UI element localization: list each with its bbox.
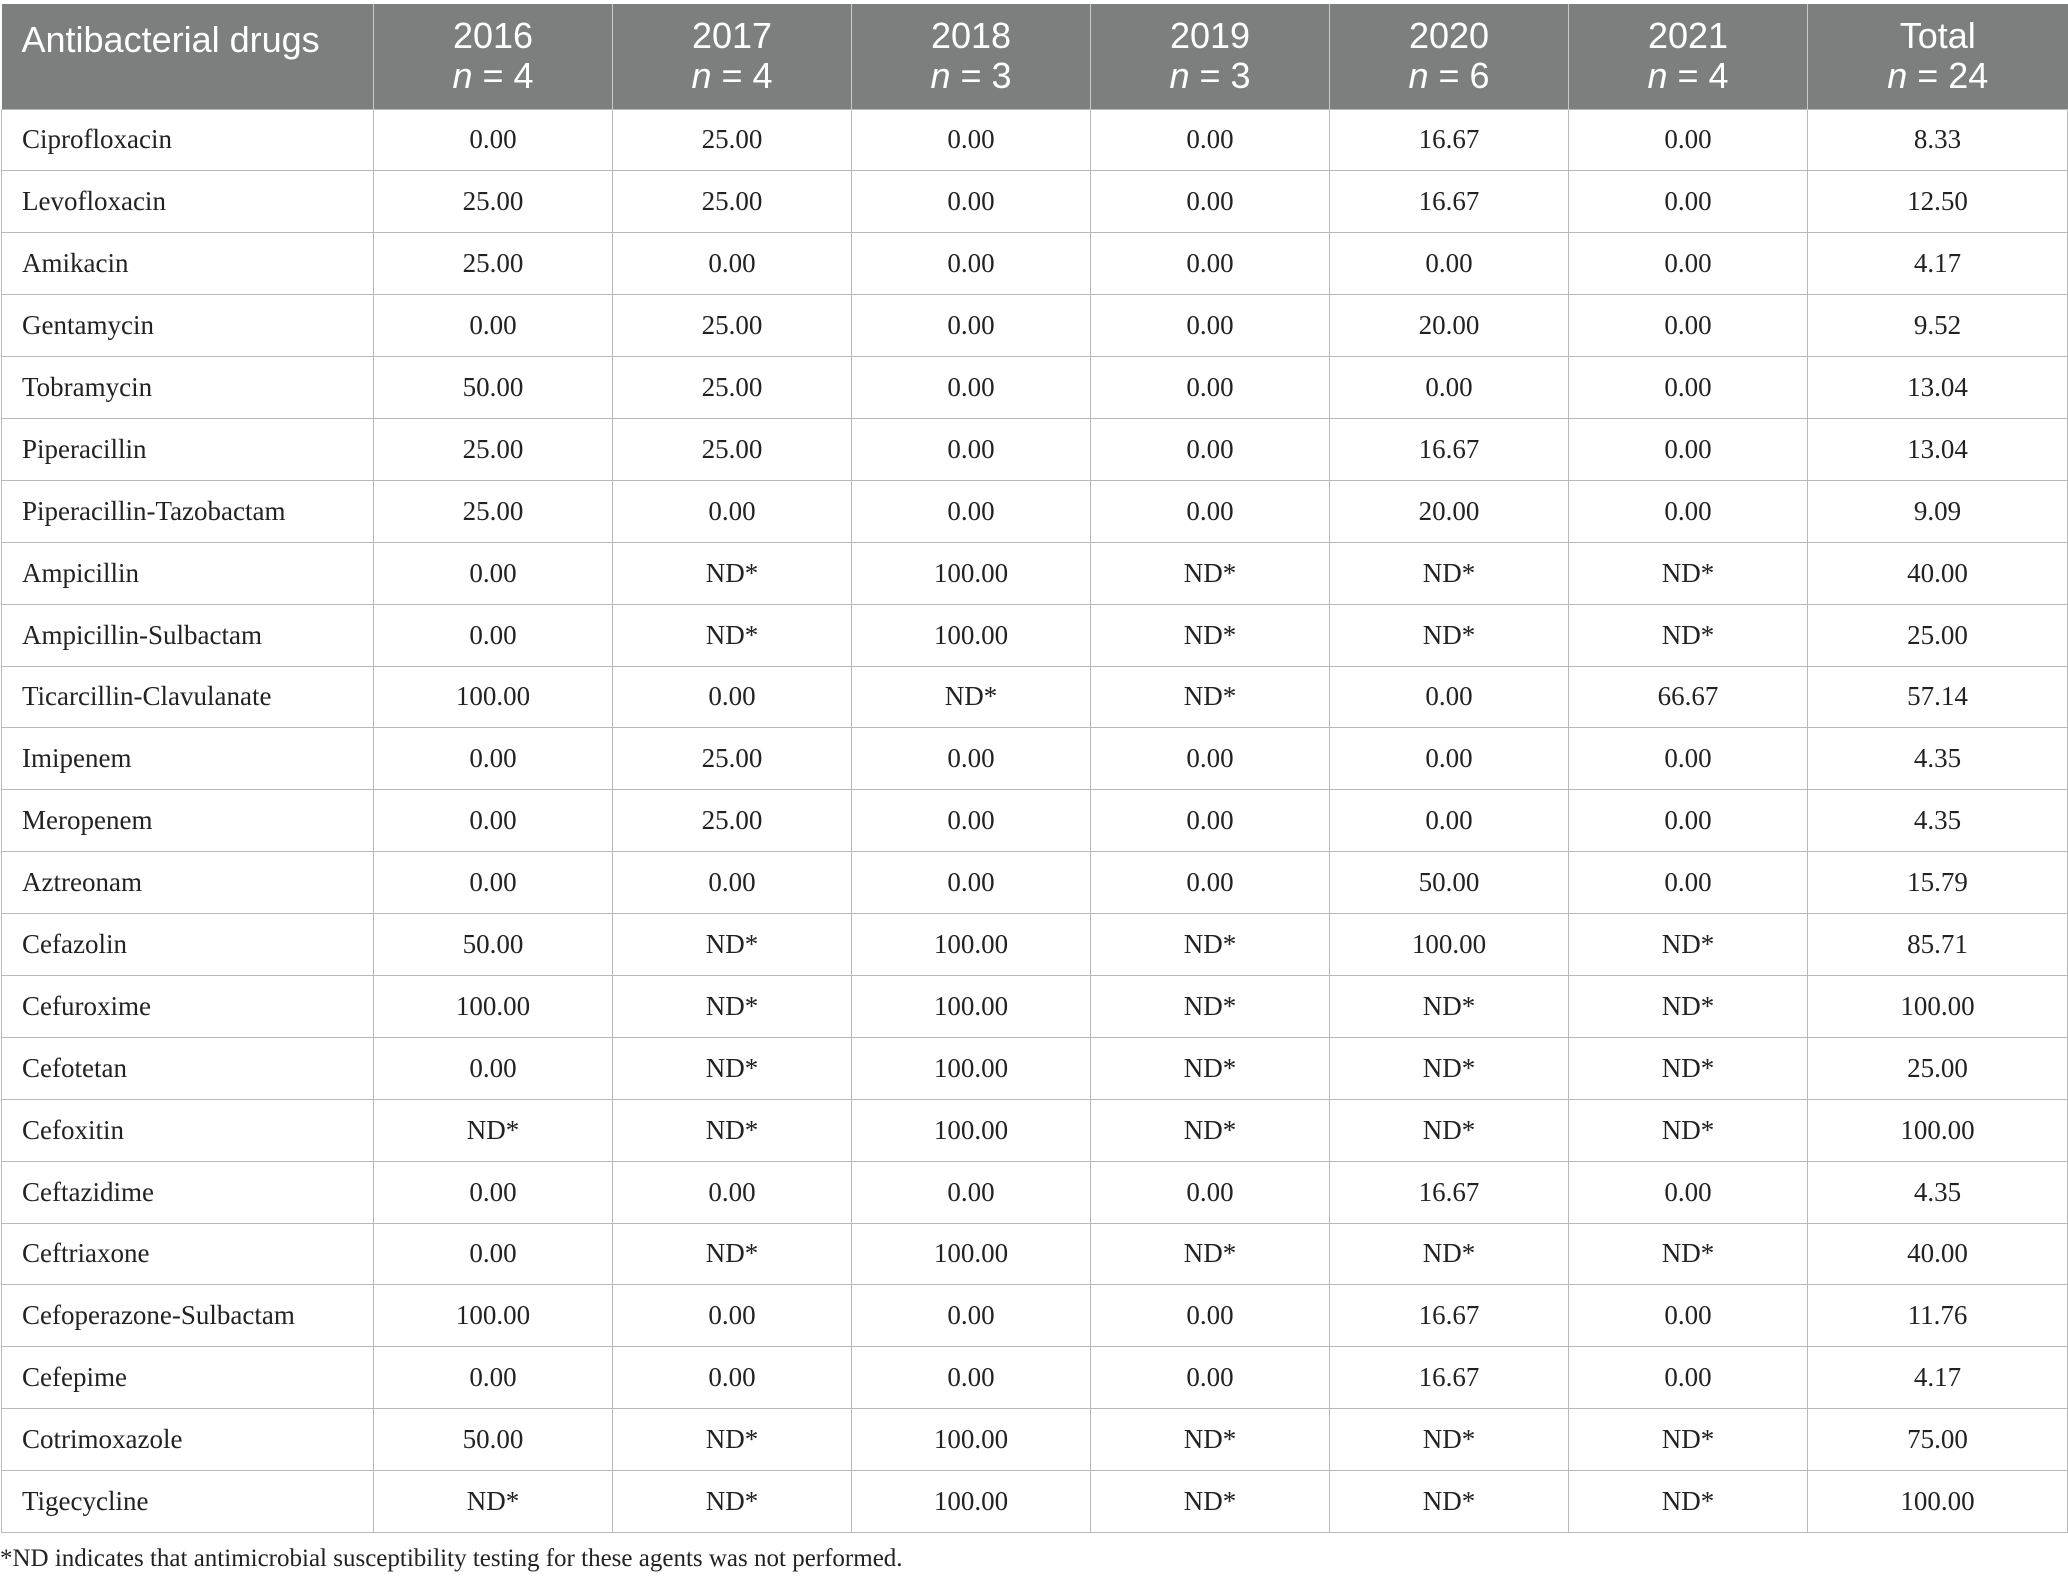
value-cell: 0.00 — [1091, 233, 1330, 295]
drug-name-cell: Ceftriaxone — [2, 1223, 374, 1285]
header-col-2016 — [374, 4, 613, 109]
drug-name-cell: Ciprofloxacin — [2, 109, 374, 171]
value-cell: 0.00 — [1330, 728, 1569, 790]
value-cell: 0.00 — [1091, 1161, 1330, 1223]
value-cell: ND* — [613, 1223, 852, 1285]
header-year: 2018 — [930, 15, 1012, 57]
header-sample-size — [1569, 56, 1807, 96]
value-cell: 0.00 — [1091, 109, 1330, 171]
table-row — [2, 480, 2068, 542]
value-cell: 0.00 — [613, 1285, 852, 1347]
table-row — [2, 233, 2068, 295]
value-cell: ND* — [1091, 914, 1330, 976]
value-cell: 100.00 — [852, 1409, 1091, 1471]
value-cell: 100.00 — [852, 1099, 1091, 1161]
value-cell: 0.00 — [1569, 109, 1808, 171]
header-year: 2017 — [691, 15, 773, 57]
value-cell: 0.00 — [1330, 233, 1569, 295]
value-cell: ND* — [1091, 1471, 1330, 1533]
header-year: Total — [1899, 15, 1976, 57]
value-cell: 0.00 — [852, 233, 1091, 295]
value-cell: 0.00 — [1091, 1347, 1330, 1409]
value-cell: ND* — [613, 604, 852, 666]
drug-name-cell: Piperacillin-Tazobactam — [2, 480, 374, 542]
footnote: *ND indicates that antimicrobial susceptibility testing for these agents was not performed. — [0, 1545, 903, 1572]
header-n-symbol: n — [691, 55, 712, 97]
value-cell: ND* — [852, 666, 1091, 728]
value-cell: ND* — [1569, 1223, 1808, 1285]
value-cell: ND* — [1091, 1223, 1330, 1285]
drug-name-cell: Gentamycin — [2, 295, 374, 357]
table-row — [2, 1285, 2068, 1347]
header-n-value: 24 — [1948, 55, 1989, 97]
value-cell: 0.00 — [852, 728, 1091, 790]
value-cell: ND* — [1091, 542, 1330, 604]
drug-name-cell: Cefoperazone-Sulbactam — [2, 1285, 374, 1347]
value-cell: 0.00 — [374, 109, 613, 171]
header-col-2021 — [1569, 4, 1808, 109]
value-cell: 0.00 — [1569, 233, 1808, 295]
value-cell: 16.67 — [1330, 1347, 1569, 1409]
header-col-2020 — [1330, 4, 1569, 109]
value-cell: ND* — [1569, 542, 1808, 604]
table-row — [2, 728, 2068, 790]
value-cell: 9.09 — [1808, 480, 2068, 542]
value-cell: ND* — [1091, 1099, 1330, 1161]
header-n-equals: = — [472, 55, 514, 97]
value-cell: 100.00 — [852, 1037, 1091, 1099]
header-n-symbol: n — [1169, 55, 1190, 97]
header-n-value: 4 — [1708, 55, 1729, 97]
value-cell: 0.00 — [852, 418, 1091, 480]
header-row — [2, 4, 2068, 109]
table-row — [2, 975, 2068, 1037]
value-cell: 0.00 — [1330, 790, 1569, 852]
value-cell: 0.00 — [613, 480, 852, 542]
header-sample-size — [1091, 56, 1329, 96]
drug-name-cell: Levofloxacin — [2, 171, 374, 233]
value-cell: 0.00 — [1569, 790, 1808, 852]
resistance-table — [1, 4, 2068, 1533]
value-cell: ND* — [1330, 1223, 1569, 1285]
table-row — [2, 1471, 2068, 1533]
value-cell: 0.00 — [852, 1285, 1091, 1347]
value-cell: 0.00 — [1569, 1285, 1808, 1347]
value-cell: 0.00 — [1569, 418, 1808, 480]
value-cell: ND* — [1091, 604, 1330, 666]
value-cell: ND* — [1091, 975, 1330, 1037]
value-cell: 16.67 — [1330, 1161, 1569, 1223]
value-cell: 16.67 — [1330, 1285, 1569, 1347]
value-cell: 0.00 — [852, 1161, 1091, 1223]
table-row — [2, 1347, 2068, 1409]
header-drug-label: Antibacterial drugs — [2, 4, 374, 109]
drug-name-cell: Ceftazidime — [2, 1161, 374, 1223]
value-cell: ND* — [613, 542, 852, 604]
value-cell: 0.00 — [1569, 728, 1808, 790]
table-body — [2, 109, 2068, 1532]
header-year: 2020 — [1408, 15, 1490, 57]
header-n-value: 4 — [513, 55, 534, 97]
value-cell: 0.00 — [1091, 295, 1330, 357]
header-sample-size — [374, 56, 612, 96]
value-cell: 0.00 — [852, 480, 1091, 542]
drug-name-cell: Cefoxitin — [2, 1099, 374, 1161]
drug-name-cell: Cefuroxime — [2, 975, 374, 1037]
value-cell: 25.00 — [613, 357, 852, 419]
value-cell: 0.00 — [374, 728, 613, 790]
drug-name-cell: Amikacin — [2, 233, 374, 295]
value-cell: 40.00 — [1808, 1223, 2068, 1285]
value-cell: 0.00 — [852, 790, 1091, 852]
header-col-2019 — [1091, 4, 1330, 109]
table-row — [2, 1161, 2068, 1223]
table-row — [2, 1409, 2068, 1471]
value-cell: ND* — [1330, 975, 1569, 1037]
value-cell: 0.00 — [613, 666, 852, 728]
value-cell: 0.00 — [374, 604, 613, 666]
table-row — [2, 357, 2068, 419]
value-cell: ND* — [1091, 1037, 1330, 1099]
value-cell: 0.00 — [374, 542, 613, 604]
value-cell: 0.00 — [852, 295, 1091, 357]
value-cell: ND* — [1569, 975, 1808, 1037]
value-cell: 0.00 — [613, 852, 852, 914]
value-cell: 13.04 — [1808, 418, 2068, 480]
value-cell: 85.71 — [1808, 914, 2068, 976]
drug-name-cell: Cefotetan — [2, 1037, 374, 1099]
value-cell: 0.00 — [852, 1347, 1091, 1409]
drug-name-cell: Aztreonam — [2, 852, 374, 914]
drug-name-cell: Cotrimoxazole — [2, 1409, 374, 1471]
value-cell: 9.52 — [1808, 295, 2068, 357]
value-cell: 20.00 — [1330, 295, 1569, 357]
header-sample-size — [613, 56, 851, 96]
value-cell: 13.04 — [1808, 357, 2068, 419]
value-cell: ND* — [374, 1471, 613, 1533]
table-row — [2, 1099, 2068, 1161]
value-cell: ND* — [613, 1037, 852, 1099]
drug-name-cell: Ampicillin — [2, 542, 374, 604]
table-row — [2, 418, 2068, 480]
value-cell: 0.00 — [1091, 1285, 1330, 1347]
value-cell: 0.00 — [374, 1161, 613, 1223]
value-cell: 25.00 — [374, 480, 613, 542]
header-n-symbol: n — [1647, 55, 1668, 97]
value-cell: 0.00 — [852, 852, 1091, 914]
value-cell: 0.00 — [374, 852, 613, 914]
value-cell: 4.17 — [1808, 233, 2068, 295]
drug-name-cell: Tobramycin — [2, 357, 374, 419]
table-row — [2, 542, 2068, 604]
header-n-value: 4 — [752, 55, 773, 97]
drug-name-cell: Cefepime — [2, 1347, 374, 1409]
value-cell: ND* — [1091, 1409, 1330, 1471]
value-cell: 0.00 — [852, 171, 1091, 233]
value-cell: 8.33 — [1808, 109, 2068, 171]
header-n-value: 3 — [1230, 55, 1251, 97]
header-n-value: 3 — [991, 55, 1012, 97]
drug-name-cell: Tigecycline — [2, 1471, 374, 1533]
value-cell: 0.00 — [1091, 171, 1330, 233]
value-cell: ND* — [1330, 604, 1569, 666]
value-cell: 25.00 — [1808, 1037, 2068, 1099]
value-cell: ND* — [1330, 1037, 1569, 1099]
header-col-total — [1808, 4, 2068, 109]
value-cell: 11.76 — [1808, 1285, 2068, 1347]
drug-name-cell: Imipenem — [2, 728, 374, 790]
table-header — [2, 4, 2068, 109]
value-cell: 100.00 — [852, 975, 1091, 1037]
value-cell: ND* — [1330, 542, 1569, 604]
value-cell: 50.00 — [374, 1409, 613, 1471]
value-cell: 25.00 — [374, 233, 613, 295]
drug-name-cell: Piperacillin — [2, 418, 374, 480]
value-cell: 100.00 — [374, 975, 613, 1037]
value-cell: 100.00 — [1808, 1471, 2068, 1533]
header-n-symbol: n — [1408, 55, 1429, 97]
value-cell: 100.00 — [852, 542, 1091, 604]
value-cell: ND* — [613, 914, 852, 976]
value-cell: 0.00 — [1569, 480, 1808, 542]
value-cell: 0.00 — [613, 233, 852, 295]
table-row — [2, 604, 2068, 666]
value-cell: 57.14 — [1808, 666, 2068, 728]
value-cell: 25.00 — [1808, 604, 2068, 666]
value-cell: 100.00 — [852, 604, 1091, 666]
value-cell: 25.00 — [613, 171, 852, 233]
value-cell: 25.00 — [613, 728, 852, 790]
value-cell: 0.00 — [613, 1347, 852, 1409]
value-cell: 0.00 — [374, 790, 613, 852]
value-cell: 0.00 — [852, 357, 1091, 419]
value-cell: 25.00 — [374, 418, 613, 480]
value-cell: 25.00 — [613, 790, 852, 852]
drug-name-cell: Ticarcillin-Clavulanate — [2, 666, 374, 728]
value-cell: ND* — [1569, 1409, 1808, 1471]
value-cell: 4.17 — [1808, 1347, 2068, 1409]
value-cell: 100.00 — [1808, 1099, 2068, 1161]
value-cell: 0.00 — [374, 1037, 613, 1099]
value-cell: ND* — [1569, 604, 1808, 666]
header-n-equals: = — [711, 55, 753, 97]
header-col-2017 — [613, 4, 852, 109]
table-row — [2, 790, 2068, 852]
value-cell: ND* — [1330, 1409, 1569, 1471]
table-row — [2, 295, 2068, 357]
value-cell: 0.00 — [1330, 357, 1569, 419]
value-cell: 0.00 — [1569, 1161, 1808, 1223]
value-cell: ND* — [1569, 1099, 1808, 1161]
value-cell: 100.00 — [852, 1471, 1091, 1533]
table-row — [2, 666, 2068, 728]
value-cell: 0.00 — [1091, 357, 1330, 419]
header-year: 2016 — [452, 15, 534, 57]
value-cell: 0.00 — [1091, 480, 1330, 542]
value-cell: 50.00 — [374, 357, 613, 419]
value-cell: 20.00 — [1330, 480, 1569, 542]
header-n-symbol: n — [930, 55, 951, 97]
value-cell: 0.00 — [613, 1161, 852, 1223]
value-cell: ND* — [1569, 1471, 1808, 1533]
value-cell: 0.00 — [1569, 171, 1808, 233]
table-row — [2, 109, 2068, 171]
value-cell: ND* — [613, 1471, 852, 1533]
value-cell: 75.00 — [1808, 1409, 2068, 1471]
resistance-table-container — [0, 4, 2068, 1533]
value-cell: 25.00 — [374, 171, 613, 233]
value-cell: 25.00 — [613, 418, 852, 480]
table-row — [2, 852, 2068, 914]
value-cell: 16.67 — [1330, 418, 1569, 480]
value-cell: 100.00 — [374, 666, 613, 728]
value-cell: 50.00 — [374, 914, 613, 976]
value-cell: 4.35 — [1808, 1161, 2068, 1223]
value-cell: 4.35 — [1808, 728, 2068, 790]
value-cell: 16.67 — [1330, 171, 1569, 233]
header-n-symbol: n — [1887, 55, 1908, 97]
value-cell: 0.00 — [1091, 728, 1330, 790]
header-col-2018 — [852, 4, 1091, 109]
value-cell: ND* — [374, 1099, 613, 1161]
value-cell: 0.00 — [1569, 1347, 1808, 1409]
value-cell: 16.67 — [1330, 109, 1569, 171]
value-cell: 12.50 — [1808, 171, 2068, 233]
value-cell: 66.67 — [1569, 666, 1808, 728]
value-cell: ND* — [1569, 1037, 1808, 1099]
value-cell: 0.00 — [374, 1347, 613, 1409]
header-n-equals: = — [1428, 55, 1470, 97]
value-cell: 0.00 — [1330, 666, 1569, 728]
header-n-equals: = — [950, 55, 992, 97]
value-cell: 0.00 — [852, 109, 1091, 171]
header-sample-size — [852, 56, 1090, 96]
value-cell: ND* — [1330, 1471, 1569, 1533]
value-cell: 25.00 — [613, 109, 852, 171]
table-row — [2, 1223, 2068, 1285]
value-cell: ND* — [613, 975, 852, 1037]
value-cell: ND* — [1569, 914, 1808, 976]
drug-name-cell: Cefazolin — [2, 914, 374, 976]
header-n-value: 6 — [1469, 55, 1490, 97]
value-cell: 0.00 — [374, 1223, 613, 1285]
header-n-equals: = — [1907, 55, 1949, 97]
header-sample-size — [1330, 56, 1568, 96]
value-cell: 4.35 — [1808, 790, 2068, 852]
value-cell: 15.79 — [1808, 852, 2068, 914]
header-year: 2019 — [1169, 15, 1251, 57]
header-sample-size — [1808, 56, 2068, 96]
table-row — [2, 914, 2068, 976]
header-n-equals: = — [1189, 55, 1231, 97]
value-cell: 0.00 — [1569, 357, 1808, 419]
table-row — [2, 171, 2068, 233]
value-cell: 100.00 — [1808, 975, 2068, 1037]
value-cell: 100.00 — [852, 1223, 1091, 1285]
value-cell: 0.00 — [1091, 852, 1330, 914]
value-cell: 0.00 — [1091, 790, 1330, 852]
value-cell: 100.00 — [1330, 914, 1569, 976]
value-cell: 100.00 — [852, 914, 1091, 976]
value-cell: ND* — [613, 1409, 852, 1471]
value-cell: ND* — [1330, 1099, 1569, 1161]
value-cell: ND* — [613, 1099, 852, 1161]
drug-name-cell: Meropenem — [2, 790, 374, 852]
value-cell: 25.00 — [613, 295, 852, 357]
value-cell: 0.00 — [1569, 852, 1808, 914]
header-n-equals: = — [1667, 55, 1709, 97]
value-cell: 0.00 — [1569, 295, 1808, 357]
table-row — [2, 1037, 2068, 1099]
header-n-symbol: n — [452, 55, 473, 97]
header-year: 2021 — [1647, 15, 1729, 57]
value-cell: 40.00 — [1808, 542, 2068, 604]
value-cell: 0.00 — [1091, 418, 1330, 480]
value-cell: 0.00 — [374, 295, 613, 357]
value-cell: 50.00 — [1330, 852, 1569, 914]
value-cell: ND* — [1091, 666, 1330, 728]
value-cell: 100.00 — [374, 1285, 613, 1347]
drug-name-cell: Ampicillin-Sulbactam — [2, 604, 374, 666]
